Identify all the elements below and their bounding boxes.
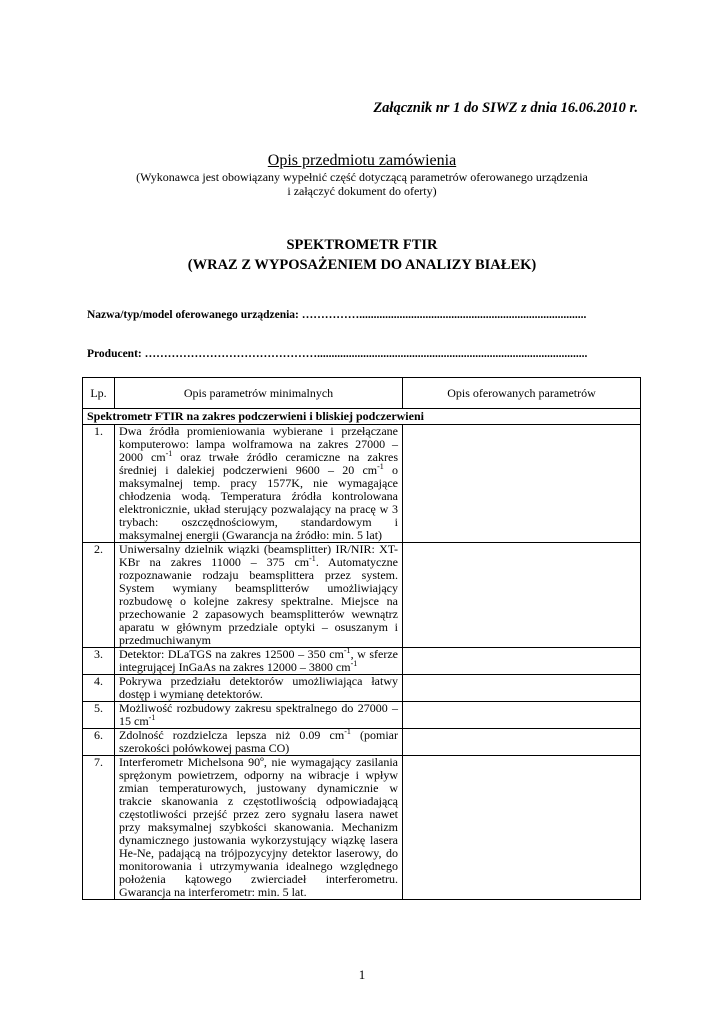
header-offered: Opis oferowanych parametrów: [403, 378, 641, 409]
attachment-reference: Załącznik nr 1 do SIWZ z dnia 16.06.2010 r.: [373, 100, 638, 116]
table-row: [83, 702, 641, 729]
row-offered[interactable]: [403, 543, 641, 648]
table-row: [83, 729, 641, 756]
row-offered[interactable]: [403, 702, 641, 729]
table-row: [83, 543, 641, 648]
note-line-1: (Wykonawca jest obowiązany wypełnić część dotyczącą parametrów oferowanego urządzenia: [136, 170, 588, 184]
row-lp: 2.: [83, 543, 115, 648]
header-lp: Lp.: [83, 378, 115, 409]
row-description: Zdolność rozdzielcza lepsza niż 0.09 $cm^{-1}$ (pomiar szerokości połówkowej pasma CO): [115, 729, 403, 756]
section-title: Spektrometr FTIR na zakres podczerwieni i bliskiej podczerwieni: [83, 409, 641, 425]
document-note: [0, 170, 724, 198]
parameters-table: [82, 377, 641, 900]
row-lp: 4.: [83, 675, 115, 702]
model-field[interactable]: Nazwa/typ/model oferowanego urządzenia: ……………...............................................................................: [87, 309, 587, 321]
document-title: Opis przedmiotu zamówienia: [267, 152, 457, 169]
header-minimal: Opis parametrów minimalnych: [115, 378, 403, 409]
table-row: [83, 675, 641, 702]
row-description: Uniwersalny dzielnik wiązki (beamsplitter) IR/NIR: XT-KBr na zakres 11000 – 375 $cm^{-1}$. Automatyczne rozpoznawanie rodzaju beamsplittera przez system. System wymiany beamsplitterów umożliwiający rozbudowę o kolejne zakresy spektralne. Miejsce na przechowanie 2 zapasowych beamsplitterów wewnątrz aparatu w głównym przedziale optyki – osuszanym i przedmuchiwanym: [115, 543, 403, 648]
table-header-row: [83, 378, 641, 409]
table-row: [83, 425, 641, 543]
row-lp: 3.: [83, 648, 115, 675]
page-number: 1: [358, 967, 366, 982]
row-description: Interferometr Michelsona 90º, nie wymagający zasilania sprężonym powietrzem, odporny na wibracje i wpływ zmian temperaturowych, justowany dynamicznie w trakcie skanowania z częstotliwością odpowiadającą częstotliwości przejść przez zero sygnału lasera nawet przy maksymalnej szybkości skanowania. Mechanizm dynamicznego justowania wykorzystujący wiązkę lasera He-Ne, padającą na trójpozycyjny detektor laserowy, do monitorowania i utrzymywania idealnego względnego położenia kątowego zwierciadeł interferometru. Gwarancja na interferometr: min. 5 lat.: [115, 756, 403, 900]
row-offered[interactable]: [403, 729, 641, 756]
table-row: [83, 648, 641, 675]
device-title-line-2: (WRAZ Z WYPOSAŻENIEM DO ANALIZY BIAŁEK): [187, 257, 537, 273]
row-description: Dwa źródła promieniowania wybierane i przełączane komputerowo: lampa wolframowa na zakres 27000 – 2000 $cm^{-1}$ oraz trwałe źródło ceramiczne na zakres średniej i dalekiej podczerwieni 9600 – 20 $cm^{-1}$ o maksymalnej temp. pracy 1577K, nie wymagające chłodzenia wodą. Temperatura źródła kontrolowana elektronicznie, układ sterujący pozwalający na pracę w 3 trybach: oszczędnościowym, standardowym i maksymalnej energii (Gwarancja na źródło: min. 5 lat): [115, 425, 403, 543]
row-description: Detektor: DLaTGS na zakres 12500 – 350 $cm^{-1}$, w sferze integrującej InGaAs na zakres 12000 – 3800 $cm^{-1}$: [115, 648, 403, 675]
row-offered[interactable]: [403, 756, 641, 900]
device-title: [0, 235, 724, 275]
row-offered[interactable]: [403, 425, 641, 543]
row-lp: 5.: [83, 702, 115, 729]
row-lp: 1.: [83, 425, 115, 543]
section-row: [83, 409, 641, 425]
row-description: Możliwość rozbudowy zakresu spektralnego do 27000 – 15 $cm^{-1}$: [115, 702, 403, 729]
table-row: [83, 756, 641, 900]
row-description: Pokrywa przedziału detektorów umożliwiająca łatwy dostęp i wymianę detektorów.: [115, 675, 403, 702]
row-lp: 6.: [83, 729, 115, 756]
row-lp: 7.: [83, 756, 115, 900]
row-offered[interactable]: [403, 648, 641, 675]
producer-field[interactable]: Producent: ………………………………………..............................................................................................: [87, 348, 588, 360]
device-title-line-1: SPEKTROMETR FTIR: [286, 237, 438, 253]
row-offered[interactable]: [403, 675, 641, 702]
note-line-2: i załączyć dokument do oferty): [287, 184, 437, 198]
